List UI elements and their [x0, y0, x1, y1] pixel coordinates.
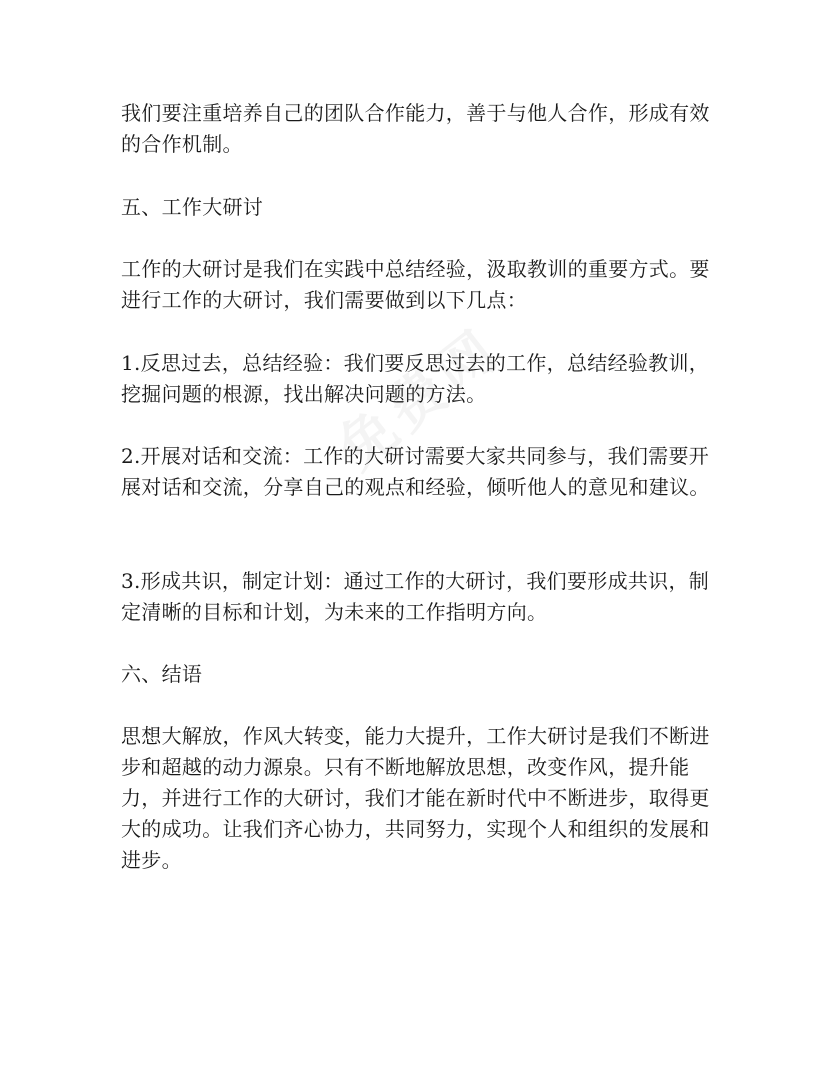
- paragraph-conclusion: 思想大解放，作风大转变，能力大提升，工作大研讨是我们不断进步和超越的动力源泉。只有不断地解放思想，改变作风，提升能力，并进行工作的大研讨，我们才能在新时代中不断进步，取得更大的成功。让我们齐心协力，共同努力，实现个人和组织的发展和进步。: [121, 724, 710, 872]
- section-heading-5: 五、工作大研讨: [121, 195, 264, 219]
- list-item-2: 2.开展对话和交流：工作的大研讨需要大家共同参与，我们需要开展对话和交流，分享自己的观点和经验，倾听他人的意见和建议。: [121, 444, 710, 499]
- paragraph-discussion-intro: 工作的大研讨是我们在实践中总结经验，汲取教训的重要方式。要进行工作的大研讨，我们需要做到以下几点：: [121, 257, 710, 312]
- list-item-3: 3.形成共识，制定计划：通过工作的大研讨，我们要形成共识，制定清晰的目标和计划，为未来的工作指明方向。: [121, 569, 710, 624]
- paragraph-teamwork: 我们要注重培养自己的团队合作能力，善于与他人合作，形成有效的合作机制。: [121, 101, 710, 156]
- list-item-1: 1.反思过去，总结经验：我们要反思过去的工作，总结经验教训，挖掘问题的根源，找出解决问题的方法。: [121, 351, 710, 406]
- section-heading-6: 六、结语: [121, 662, 203, 686]
